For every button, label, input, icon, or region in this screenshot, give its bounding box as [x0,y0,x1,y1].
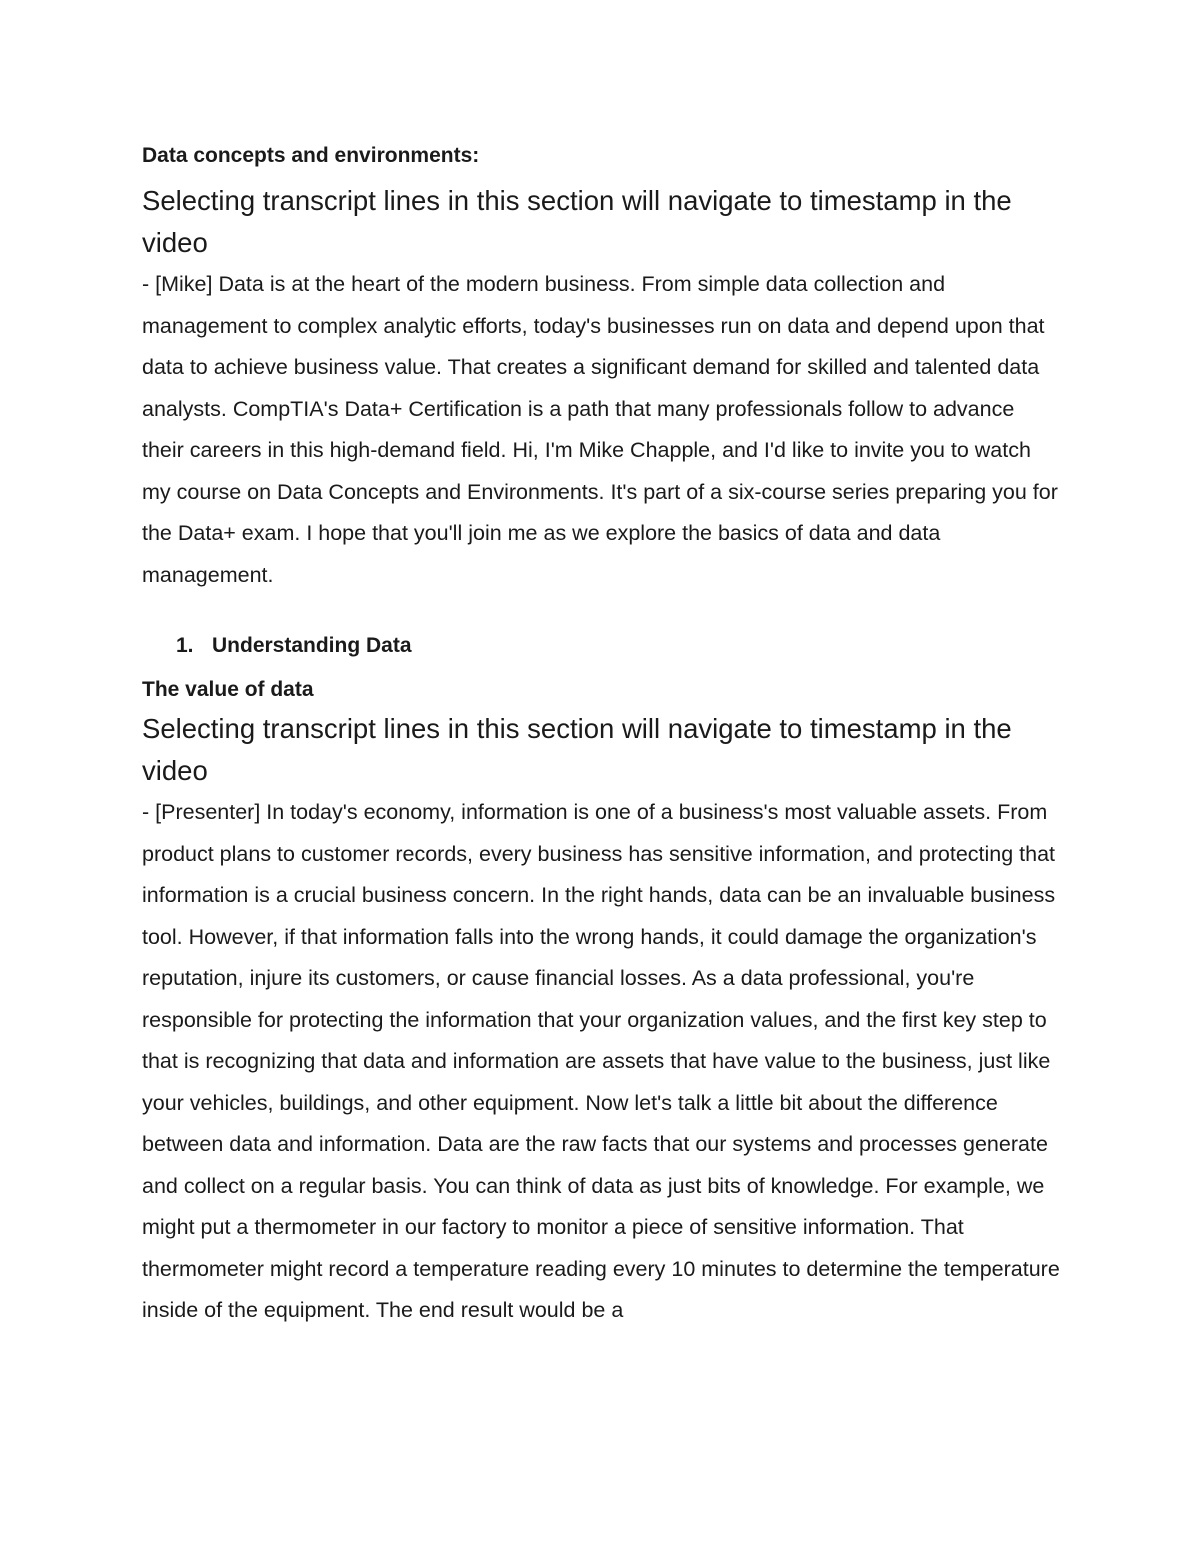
section-item [142,630,1062,662]
lesson-transcript[interactable]: - [Presenter] In today's economy, information is one of a business's most valuable assets. From product plans to customer records, every business has sensitive information, and protecting that information is a crucial business concern. In the right hands, data can be an invaluable business tool. However, if that information falls into the wrong hands, it could damage the organization's reputation, injure its customers, or cause financial losses. As a data professional, you're responsible for protecting the information that your organization values, and the first key step to that is recognizing that data and information are assets that have value to the business, just like your vehicles, buildings, and other equipment. Now let's talk a little bit about the difference between data and information. Data are the raw facts that our systems and processes generate and collect on a regular basis. You can think of data as just bits of knowledge. For example, we might put a thermometer in our factory to monitor a piece of sensitive information. That thermometer might record a temperature reading every 10 minutes to determine the temperature inside of the equipment. The end result would be a [142,800,1060,1322]
document-page [142,140,1062,1332]
intro-transcript[interactable]: - [Mike] Data is at the heart of the modern business. From simple data collection and management to complex analytic efforts, today's businesses run on data and depend upon that data to achieve business value. That creates a significant demand for skilled and talented data analysts. CompTIA's Data+ Certification is a path that many professionals follow to advance their careers in this high-demand field. Hi, I'm Mike Chapple, and I'd like to invite you to watch my course on Data Concepts and Environments. It's part of a six-course series preparing you for the Data+ exam. I hope that you'll join me as we explore the basics of data and data management. [142,272,1058,587]
section-list [142,630,1062,662]
transcript-navigation-note: Selecting transcript lines in this section will navigate to timestamp in the video [142,185,1012,258]
lesson-title: The value of data [142,678,314,701]
section-title: Understanding Data [212,634,412,657]
transcript-navigation-note: Selecting transcript lines in this section will navigate to timestamp in the video [142,713,1012,786]
section-number: 1. [176,634,194,657]
document-title: Data concepts and environments: [142,144,480,167]
